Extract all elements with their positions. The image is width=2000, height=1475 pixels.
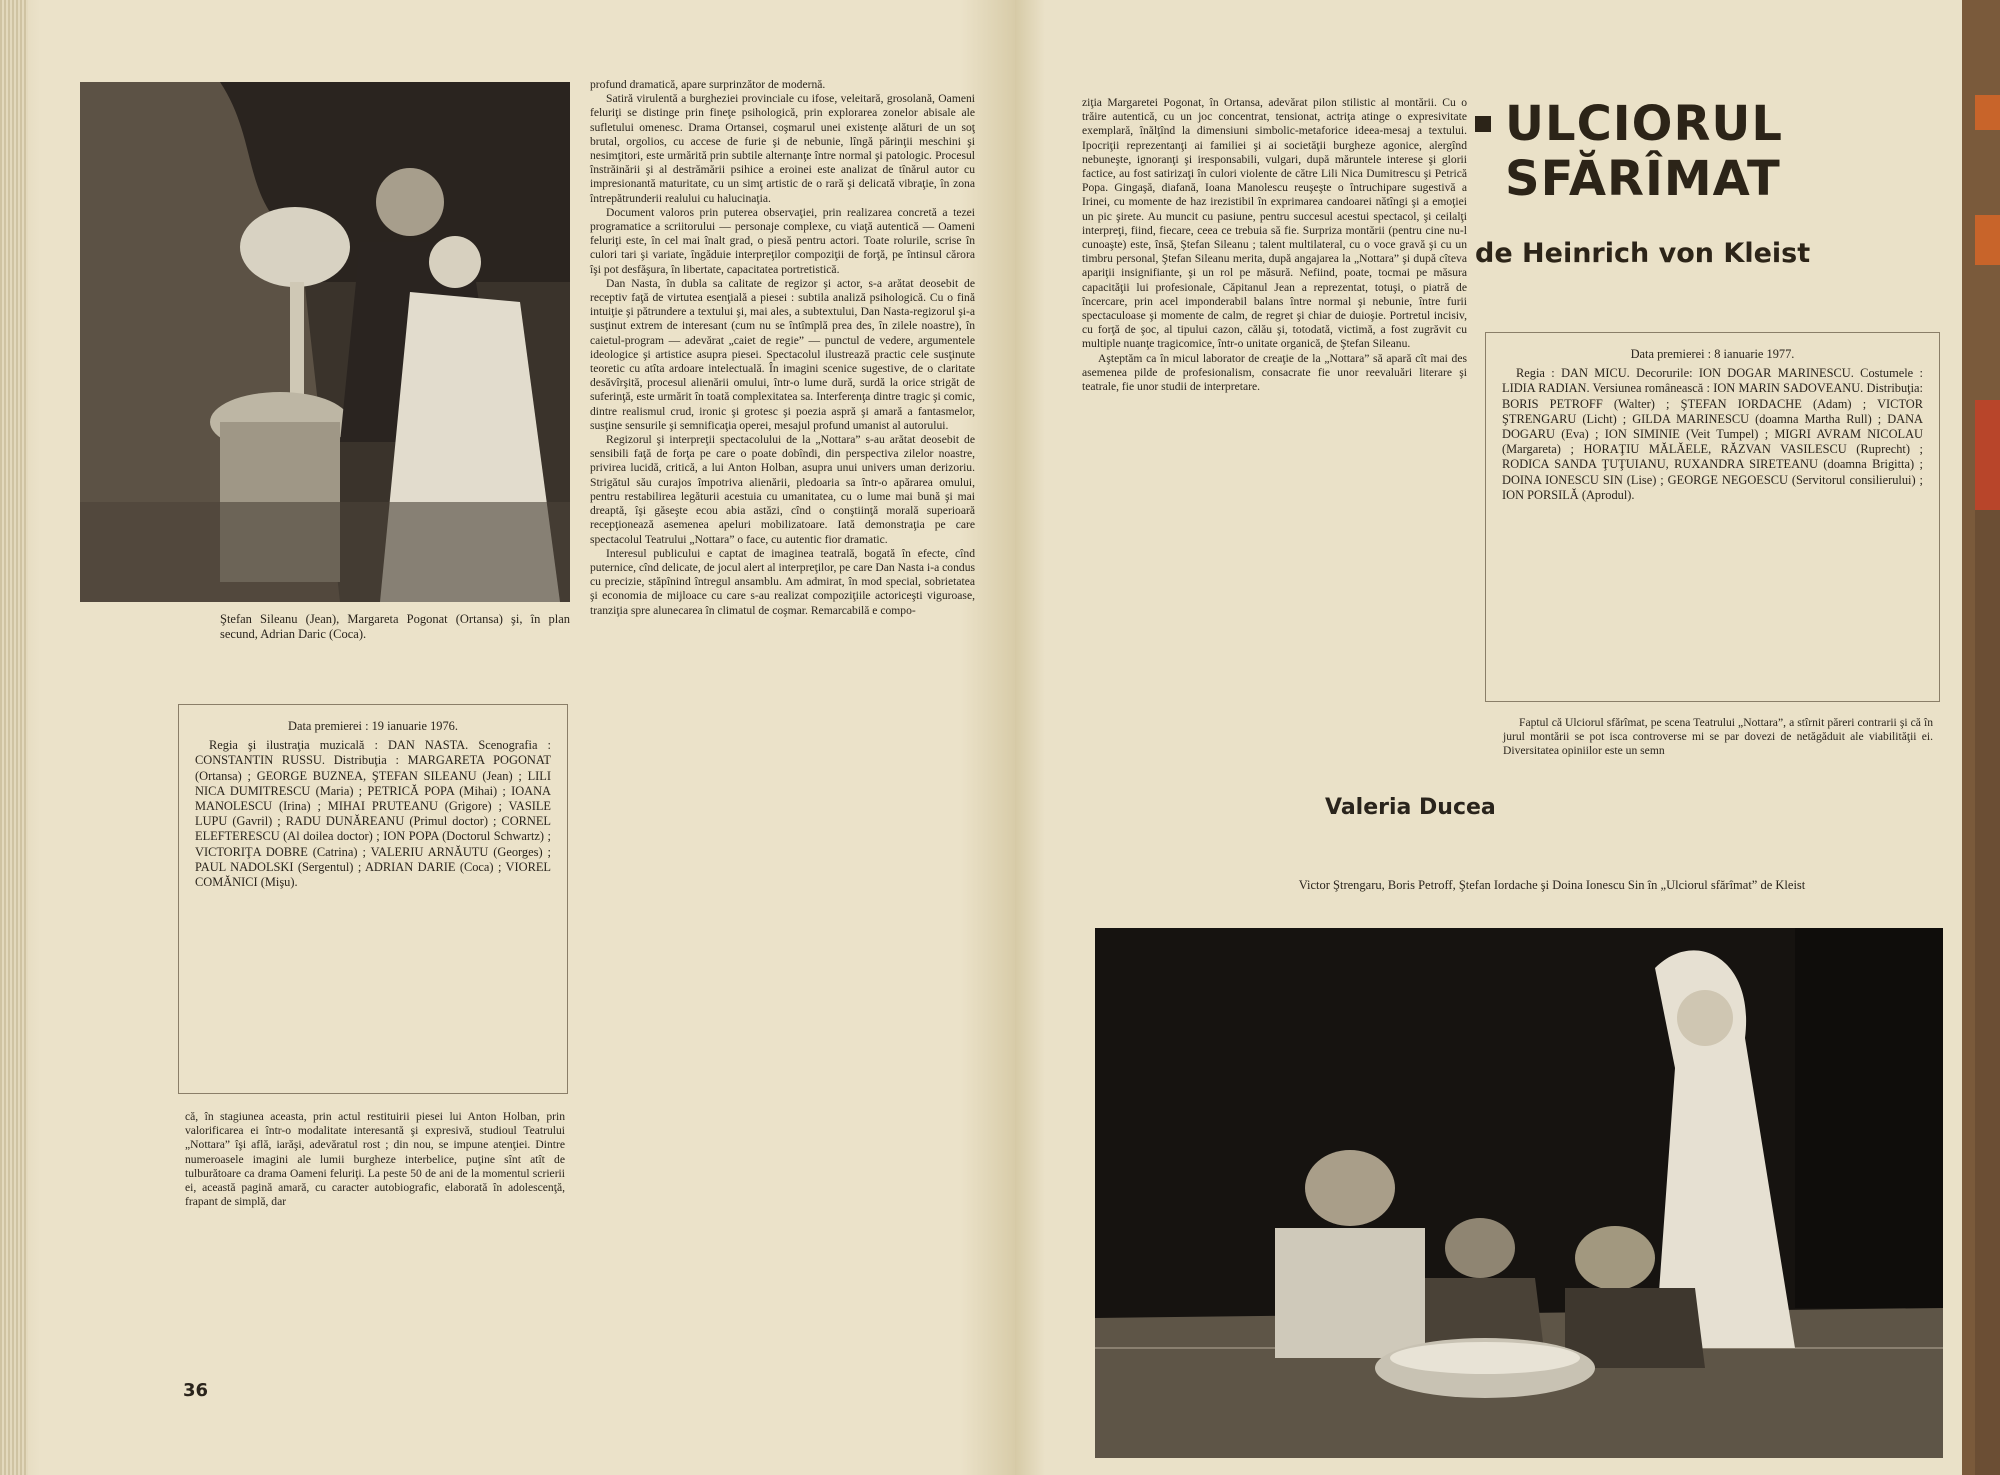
right-column-one xyxy=(1082,96,1467,394)
photo-illustration xyxy=(1095,928,1943,1458)
title-line-1: ULCIORUL xyxy=(1505,96,1783,152)
photo-illustration xyxy=(80,82,570,602)
right-column-two-bottom xyxy=(1503,716,1933,759)
page-number: 36 xyxy=(183,1380,209,1401)
square-bullet-icon xyxy=(1475,116,1491,132)
credits-text: Regia şi ilustraţia muzicală : DAN NASTA. Scenografia : CONSTANTIN RUSSU. Distribuţia : MARGARETA POGONAT (Ortansa) ; GEORGE BUZNEA, ŞTEFAN SILEANU (Jean) ; LILI NICA DUMITRESCU (Maria) ; PETRICĂ POPA (Mihai) ; IOANA MANOLESCU (Irina) ; MIHAI PRUTEANU (Grigore) ; VASILE LUPU (Gavril) ; RADU DUNĂREANU (Primul doctor) ; CORNEL ELEFTERESCU (Al doilea doctor) ; ION POPA (Doctorul Schwartz) ; VICTORIŢA DOBRE (Catrina) ; VALERIU ARNĂUTU (Georges) ; PAUL NADOLSKI (Sergentul) ; ADRIAN DARIE (Coca) ; VIOREL COMĂNICI (Mişu). xyxy=(195,738,551,890)
paragraph: Aşteptăm ca în micul laborator de creaţie de la „Nottara” să apară cît mai des asemenea pilde de profesionalism, consacrate fie unor reevaluări literare şi teatrale, fie unor studii de interpretare. xyxy=(1082,351,1467,394)
paragraph: Regizorul şi interpreţii spectacolului de la „Nottara” s-au arătat deosebit de sensibili faţă de forţa pe care o poate dobîndi, din perspectiva zilelor noastre, privirea lucidă, critică, a lui Anton Holban, asupra unui univers uman derizoriu. Strigătul său curajos împotriva alienării, pledoaria sa într-o apărarea omului, pentru restabilirea legăturii acestuia cu umanitatea, cu o lume mai bună şi mai dreaptă, îşi găseşte ecou abia astăzi, cînd o conştiinţă morală superioară recepţionează asemenea apeluri mobilizatoare. Iată demonstraţia pe care spectacolul Teatrului „Nottara” o face, cu autentic fior dramatic. xyxy=(590,433,975,546)
paragraph: profund dramatică, apare surprinzător de modernă. xyxy=(590,78,826,91)
paragraph: că, în stagiunea aceasta, prin actul restituirii piesei lui Anton Holban, prin valorificarea ei într-o modalitate interesantă şi expresivă, studioul Teatrului „Nottara” îşi află, iarăşi, adevăratul rost ; din nou, se impune atenţiei. Dintre numeroasele imagini ale lumii burgheze interbelice, puţine sînt atît de tulburătoare ca drama Oameni feluriţi. La peste 50 de ani de la momentul scrierii ei, această pagină amară, cu caracter autobiografic, elaborată în adolescenţă, frapant de simplă, dar xyxy=(185,1110,565,1209)
paragraph: Dan Nasta, în dubla sa calitate de regizor şi actor, s-a arătat deosebit de receptiv faţă de virtutea esenţială a piesei : subtila analiză psihologică. Cu o fină intuiţie şi pătrundere a textului şi, mai ales, a subtextului, Dan Nasta-regizorul şi-a susţinut extrem de interesant (cum nu se întîmplă prea des, în zilele noastre), în caietul-program — adevărat „caiet de regie” — punctul de vedere, argumentele ideologice şi artistice asupra piesei. Spectacolul ilustrează practic cele susţinute teoretic cu atîta ardoare intelectuală. În imagini scenice sugestive, de o claritate desăvîrşită, procesul alienării omului, într-o lume dură, surdă la orice strigăt de suferinţă, este urmărit în toată complexitatea sa. Interferenţa dintre tragic şi comic, dintre realismul crud, ironic şi grotesc şi poezia aspră şi amară a fantasmelor, susţine sensurile şi semnificaţia operei, mesajul profund umanist al autorului. xyxy=(590,276,975,432)
left-column-bottom xyxy=(185,1110,565,1209)
page-edge-left xyxy=(0,0,28,1475)
article-title xyxy=(1475,98,1945,208)
paragraph: Faptul că Ulciorul sfărîmat, pe scena Teatrului „Nottara”, a stîrnit păreri contrarii şi că în jurul montării se pot isca controverse mi se par dovezi de netăgăduit ale viabilităţii ei. Diversitatea opiniilor este un semn xyxy=(1503,716,1933,758)
paragraph: Interesul publicului e captat de imaginea teatrală, bogată în efecte, cînd puternice, cînd delicate, de jocul alert al interpreţilor, pe care Dan Nasta i-a condus cu precizie, stăpînind întregul ansamblu. Am admirat, în mod special, sobrietatea şi economia de mijloace cu care s-au realizat compoziţiile actoriceşti viguroase, tranziţia spre alunecarea în climatul de coşmar. Remarcabilă e compo- xyxy=(590,546,975,617)
article-subtitle: de Heinrich von Kleist xyxy=(1475,238,1811,269)
article-author: Valeria Ducea xyxy=(1325,795,1496,820)
paragraph: Satiră virulentă a burgheziei provinciale cu ifose, veleitară, grosolană, Oameni feluriţi se distinge prin fineţe psihologică, prin explorarea zonelor abisale ale sufletului omenesc. Drama Ortansei, coşmarul unei existenţe alături de un soţ brutal, orgolios, cu accese de furie şi de nebunie, lîngă părinţii meschini şi nesimţitori, este urmărită prin subtile alternanţe între normal şi patologic. Procesul înstrăinării şi al destrămării psihice a eroinei este analizat de tînărul autor cu impresionantă maturitate, cu un simţ artistic de o rară şi delicată vibraţie, în zona întrepătrunderii realului cu halucinaţia. xyxy=(590,92,975,205)
left-column-two xyxy=(590,78,975,618)
credits-box-oameni-feluriti xyxy=(178,704,568,1094)
photo-caption-left: Ştefan Sileanu (Jean), Margareta Pogonat (Ortansa) şi, în plan secund, Adrian Daric (Coca). xyxy=(220,612,570,641)
index-tab-red xyxy=(1975,400,2000,510)
right-page xyxy=(1015,0,1975,1475)
photo-caption-right: Victor Ştrengaru, Boris Petroff, Ştefan Iordache şi Doina Ionescu Sin în „Ulciorul sfărîmat” de Kleist xyxy=(1298,878,1806,892)
stage-photo-ulciorul-sfarimat xyxy=(1095,928,1943,1458)
premiere-date: Data premierei : 8 ianuarie 1977. xyxy=(1630,347,1795,361)
paragraph: ziţia Margaretei Pogonat, în Ortansa, adevărat pilon stilistic al montării. Cu o trăire autentică, cu un joc concentrat, tensionat, actriţa atinge o expresivitate exemplară, înălţînd la dimensiuni simbolic-metaforice ideea-mesaj a textului. Ipocriţii reprezentanţi ai familiei şi ai societăţii burgheze agonice, alergînd nebuneşte, ignoranţi şi iresponsabili, vulgari, după măruntele interese şi glorii factice, au fost satirizaţi în culori violente de către Lili Nica Dumitrescu şi Petrică Popa. Gingaşă, diafană, Ioana Manolescu reuşeşte o întruchipare sugestivă a Irinei, cu momente de haz irezistibil în exprimarea candoarei nătîngi şi a emoţiei un pic şirete. Au muncit cu pasiune, pentru succesul acestui spectacol, şi ceilalţi interpreţi, fiind, fiecare, ceea ce trebuia să fie. Surpriza montării (pentru cine nu-l cunoaşte) este, însă, Ştefan Sileanu ; talent multilateral, cu o voce gravă şi cu un timbru personal, Ştefan Sileanu merita, după angajarea la „Nottara” şi după cîteva apariţii insignifiante, şi un rol pe măsură. Nefiind, poate, tocmai pe măsura capacităţii lui profesionale, Căpitanul Jean a reprezentat, totuşi, o piatră de încercare, prin acel imponderabil balans între normal şi nebunie, între furii spectaculoase şi momente de calm, de regret şi chiar de duioşie. Portretul incisiv, cu forţă de şoc, al tipului cazon, călău şi, totodată, victimă, a fost zugrăvit cu multiple nuanţe tragicomice, într-o unitate organică, de Ştefan Sileanu. xyxy=(1082,96,1467,351)
index-tab-orange xyxy=(1975,215,2000,265)
index-tab-orange xyxy=(1975,95,2000,130)
credits-box-ulciorul-sfarimat xyxy=(1485,332,1940,702)
premiere-date: Data premierei : 19 ianuarie 1976. xyxy=(288,719,458,733)
index-tab-brown xyxy=(1975,510,2000,1475)
paragraph: Document valoros prin puterea observaţiei, prin realizarea concretă a tezei programatice a scriitorului — personaje complexe, cu viaţă autentică — Oameni feluriţi este, în cel mai înalt grad, o piesă pentru actori. Toate rolurile, scrise în culori tari şi variate, îngăduie interpreţilor compoziţii de forţă, pe întinsul cărora îşi pot desfăşura, în libertate, capacitatea portretistică. xyxy=(590,205,975,276)
index-tabs xyxy=(1975,0,2000,1475)
title-line-2: SFĂRÎMAT xyxy=(1505,151,1781,207)
stage-photo-oameni-feluriti xyxy=(80,82,570,602)
credits-text: Regia : DAN MICU. Decorurile: ION DOGAR MARINESCU. Costumele : LIDIA RADIAN. Versiunea românească : ION MARIN SADOVEANU. Distribuţia: BORIS PETROFF (Walter) ; ŞTEFAN IORDACHE (Adam) ; VICTOR ŞTRENGARU (Licht) ; GILDA MARINESCU (doamna Martha Rull) ; DANA DOGARU (Eva) ; ION SIMINIE (Veit Tumpel) ; MIGRI AVRAM NICOLAU (Margareta) ; HORAŢIU MĂLĂELE, RĂZVAN VASILESCU (Ruprecht) ; RODICA SANDA ŢUŢUIANU, RUXANDRA SIRETEANU (doamna Brigitta) ; DOINA IONESCU SIN (Lise) ; GEORGE NEGOESCU (Servitorul consilierului) ; ION PORSILĂ (Aprodul). xyxy=(1502,366,1923,502)
